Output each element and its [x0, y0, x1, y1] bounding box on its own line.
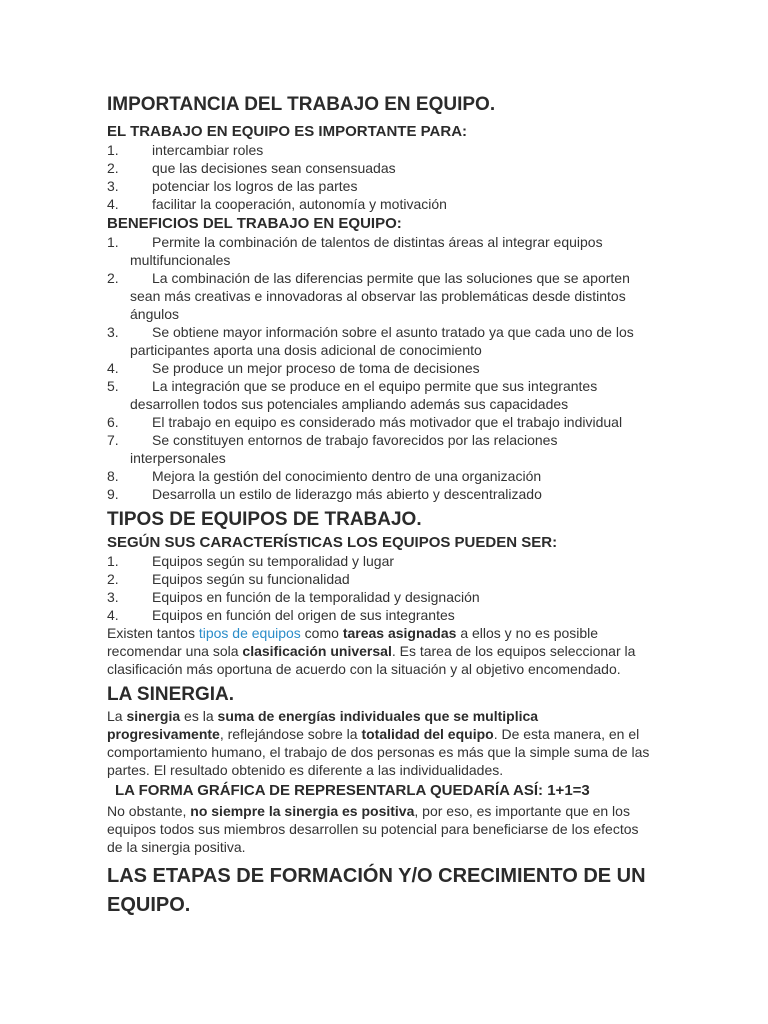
list-item [107, 359, 655, 377]
list-text-rest: los participantes aporta una dosis adicional de conocimiento [130, 324, 634, 358]
list-text-rest: multifuncionales [130, 252, 231, 268]
list-text: Equipos según su temporalidad y lugar [152, 553, 395, 569]
list-text: Equipos en función de la temporalidad y designación [152, 589, 480, 605]
list-number: 3. [107, 324, 119, 340]
synergy-note-paragraph [107, 802, 655, 856]
text-run: Existen tantos [107, 625, 199, 641]
list-item [107, 431, 655, 467]
list-text-first: La integración que se produce en el equipo permite que sus integrantes [152, 378, 598, 394]
list-number: 2. [107, 160, 119, 176]
synergy-formula: LA FORMA GRÁFICA DE REPRESENTARLA QUEDARÍA ASÍ: 1+1=3 [115, 782, 590, 799]
synergy-heading: LA SINERGIA. [107, 684, 235, 705]
list-text-rest: aporten sean más creativas e innovadoras al observar las problemáticas desde distintos ángulos [130, 270, 630, 322]
page-title: IMPORTANCIA DEL TRABAJO EN EQUIPO. [107, 94, 496, 115]
list-item [107, 159, 655, 177]
text-run: , por eso, es importante que en los equipos todos sus miembros desarrollen su potencial para beneficiarse de los efectos de la sinergia positiva. [107, 803, 639, 855]
list-number: 2. [107, 571, 119, 587]
synergy-paragraph [107, 707, 655, 779]
text-run: como [300, 625, 343, 641]
list-number: 4. [107, 607, 119, 623]
list-number: 1. [107, 142, 119, 158]
text-run: es la [180, 708, 218, 724]
list-text-first: Mejora la gestión del conocimiento dentro de una organización [152, 468, 542, 484]
list-item [107, 570, 655, 588]
list-text: potenciar los logros de las partes [152, 178, 358, 194]
list-item [107, 195, 655, 213]
text-run: No obstante, [107, 803, 191, 819]
list-item [107, 413, 655, 431]
document-body [107, 92, 655, 920]
list-text: Equipos según su funcionalidad [152, 571, 350, 587]
list-text: que las decisiones sean consensuadas [152, 160, 396, 176]
list-number: 3. [107, 589, 119, 605]
stages-heading: LAS ETAPAS DE FORMACIÓN Y/O CRECIMIENTO DE UN EQUIPO. [107, 865, 646, 916]
text-run: . Es tarea de los equipos seleccionar la clasificación más oportuna de acuerdo con la situación y al objetivo encomendado. [107, 643, 636, 677]
types-subheading: SEGÚN SUS CARACTERÍSTICAS LOS EQUIPOS PUEDEN SER: [107, 534, 558, 551]
list-text-first: La combinación de las diferencias permite que las soluciones que se [152, 270, 579, 286]
list-item [107, 588, 655, 606]
list-item [107, 177, 655, 195]
list-number: 3. [107, 178, 119, 194]
list-item [107, 485, 655, 503]
list-text-rest: desarrollen todos sus potenciales ampliando además sus capacidades [130, 396, 569, 412]
list-number: 5. [107, 378, 119, 394]
list-text: intercambiar roles [152, 142, 264, 158]
text-run: , reflejándose sobre la [219, 726, 362, 742]
types-heading: TIPOS DE EQUIPOS DE TRABAJO. [107, 509, 422, 530]
benefits-list [107, 233, 655, 503]
list-number: 2. [107, 270, 119, 286]
list-item [107, 467, 655, 485]
list-text-first: Permite la combinación de talentos de distintas áreas al integrar equipos [152, 234, 603, 250]
text-run: La [107, 708, 127, 724]
bold-text: no siempre la sinergia es positiva [190, 803, 415, 819]
list-item [107, 377, 655, 413]
list-text-first: Se constituyen entornos de trabajo favorecidos por las relaciones [152, 432, 558, 448]
bold-text: tareas asignadas [342, 625, 457, 641]
list-item [107, 606, 655, 624]
list-text-first: Se obtiene mayor información sobre el asunto tratado ya que cada uno de [152, 324, 612, 340]
bold-text: suma de energías individuales que se multiplica progresivamente [107, 708, 539, 742]
list-number: 4. [107, 360, 119, 376]
list-number: 7. [107, 432, 119, 448]
list-item [107, 141, 655, 159]
types-paragraph [107, 624, 655, 678]
list-text-first: Desarrolla un estilo de liderazgo más abierto y descentralizado [152, 486, 542, 502]
types-list [107, 552, 655, 624]
list-item [107, 233, 655, 269]
list-item [107, 552, 655, 570]
list-number: 1. [107, 234, 119, 250]
list-number: 6. [107, 414, 119, 430]
text-run: a ellos y no es posible recomendar una sola [107, 625, 599, 659]
list-text-rest: interpersonales [130, 450, 226, 466]
list-item [107, 269, 655, 323]
text-run: . De esta manera, en el comportamiento humano, el trabajo de dos personas es más que la simple suma de las partes. El resultado obtenido es diferente a las individualidades. [107, 726, 650, 778]
benefits-heading: BENEFICIOS DEL TRABAJO EN EQUIPO: [107, 215, 402, 232]
tipos-de-equipos-link[interactable]: tipos de equipos [198, 625, 301, 641]
bold-text: totalidad del equipo [361, 726, 494, 742]
list-number: 8. [107, 468, 119, 484]
list-text: facilitar la cooperación, autonomía y motivación [152, 196, 447, 212]
list-text-first: Se produce un mejor proceso de toma de decisiones [152, 360, 480, 376]
bold-text: clasificación universal [242, 643, 392, 659]
list-text: Equipos en función del origen de sus integrantes [152, 607, 455, 623]
importance-list [107, 141, 655, 213]
bold-text: sinergia [126, 708, 181, 724]
list-text-first: El trabajo en equipo es considerado más motivador que el trabajo individual [152, 414, 623, 430]
list-number: 9. [107, 486, 119, 502]
importance-heading: EL TRABAJO EN EQUIPO ES IMPORTANTE PARA: [107, 123, 468, 140]
list-number: 4. [107, 196, 119, 212]
list-number: 1. [107, 553, 119, 569]
list-item [107, 323, 655, 359]
